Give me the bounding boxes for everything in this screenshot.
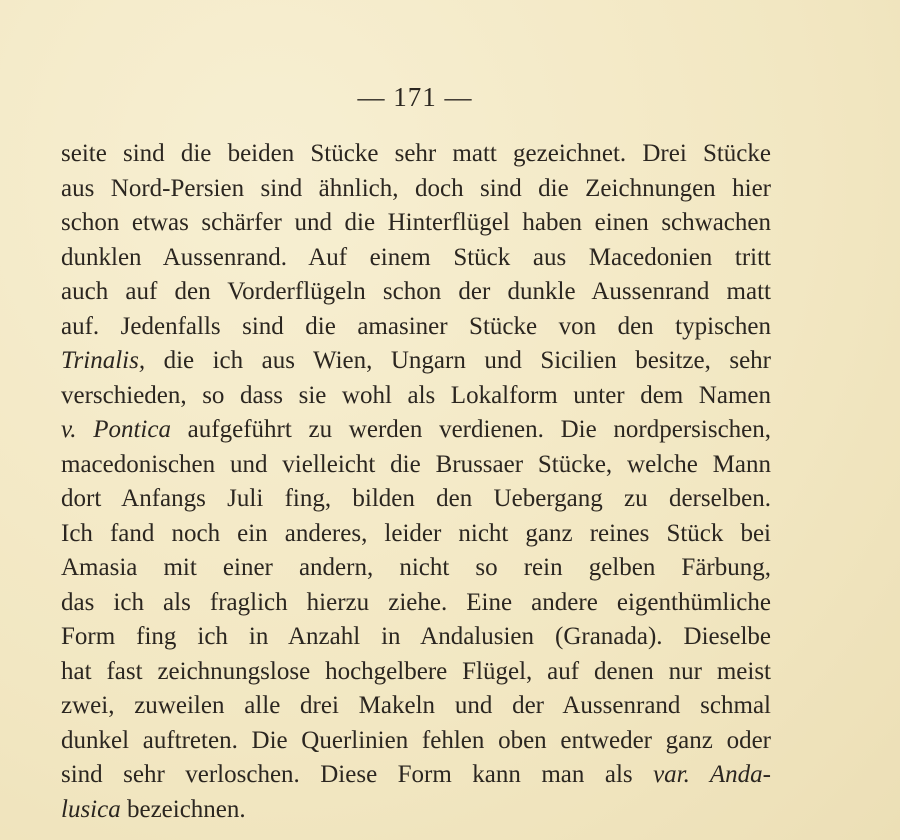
text-span: auch auf den Vorderflügeln schon der dunkle Aussenrand matt <box>61 278 771 305</box>
text-span: seite sind die beiden Stücke sehr matt gezeichnet. Drei Stücke <box>61 140 771 167</box>
text-span: sind sehr verloschen. Diese Form kann man als <box>61 761 654 788</box>
text-line <box>61 413 771 448</box>
text-span: Form fing ich in Anzahl in Andalusien (Granada). Dieselbe <box>61 623 771 650</box>
text-line <box>61 448 771 483</box>
page-number: — 171 — <box>357 82 473 112</box>
text-line <box>61 586 771 621</box>
text-line <box>61 241 771 276</box>
text-line <box>61 206 771 241</box>
text-line <box>61 310 771 345</box>
text-line <box>61 379 771 414</box>
variety-name-pontica: v. Pontica <box>61 416 171 443</box>
text-span: dort Anfangs Juli fing, bilden den Uebergang zu derselben. <box>61 485 771 512</box>
text-line <box>61 482 771 517</box>
text-span: Amasia mit einer andern, nicht so rein gelben Färbung, <box>61 554 771 581</box>
variety-name-andalusica: var. Anda- <box>653 761 771 788</box>
text-span: schon etwas schärfer und die Hinterflügel haben einen schwachen <box>61 209 771 236</box>
text-line <box>61 724 771 759</box>
text-span: zwei, zuweilen alle drei Makeln und der Aussenrand schmal <box>61 692 771 719</box>
text-line <box>61 172 771 207</box>
text-span: bezeichnen. <box>120 795 246 823</box>
variety-name-andalusica-cont: lusica <box>61 795 121 823</box>
text-span: aufgeführt zu werden verdienen. Die nordpersischen, <box>170 416 772 443</box>
species-name-trinalis: Trinalis, <box>61 347 146 374</box>
text-span: dunkel auftreten. Die Querlinien fehlen oben entweder ganz oder <box>61 726 771 754</box>
text-span: auf. Jedenfalls sind die amasiner Stücke von den typischen <box>61 312 771 340</box>
text-span: die ich aus Wien, Ungarn und Sicilien besitze, sehr <box>145 347 771 374</box>
text-span: macedonischen und vielleicht die Brussaer Stücke, welche Mann <box>61 450 771 478</box>
text-span: verschieden, so dass sie wohl als Lokalform unter dem Namen <box>61 381 771 409</box>
text-line <box>61 344 771 379</box>
text-line <box>61 620 771 655</box>
text-line <box>61 137 771 172</box>
text-line <box>61 793 771 828</box>
text-span: Ich fand noch ein anderes, leider nicht ganz reines Stück bei <box>61 519 771 547</box>
text-line <box>61 517 771 552</box>
text-span: hat fast zeichnungslose hochgelbere Flügel, auf denen nur meist <box>61 657 771 685</box>
text-line <box>61 275 771 310</box>
text-line <box>61 551 771 586</box>
text-span: das ich als fraglich hierzu ziehe. Eine andere eigenthümliche <box>61 588 771 616</box>
text-line <box>61 655 771 690</box>
text-span: dunklen Aussenrand. Auf einem Stück aus Macedonien tritt <box>61 243 771 271</box>
body-text <box>61 137 771 827</box>
text-line <box>61 758 771 793</box>
text-span: aus Nord-Persien sind ähnlich, doch sind die Zeichnungen hier <box>61 174 771 202</box>
text-line <box>61 689 771 724</box>
